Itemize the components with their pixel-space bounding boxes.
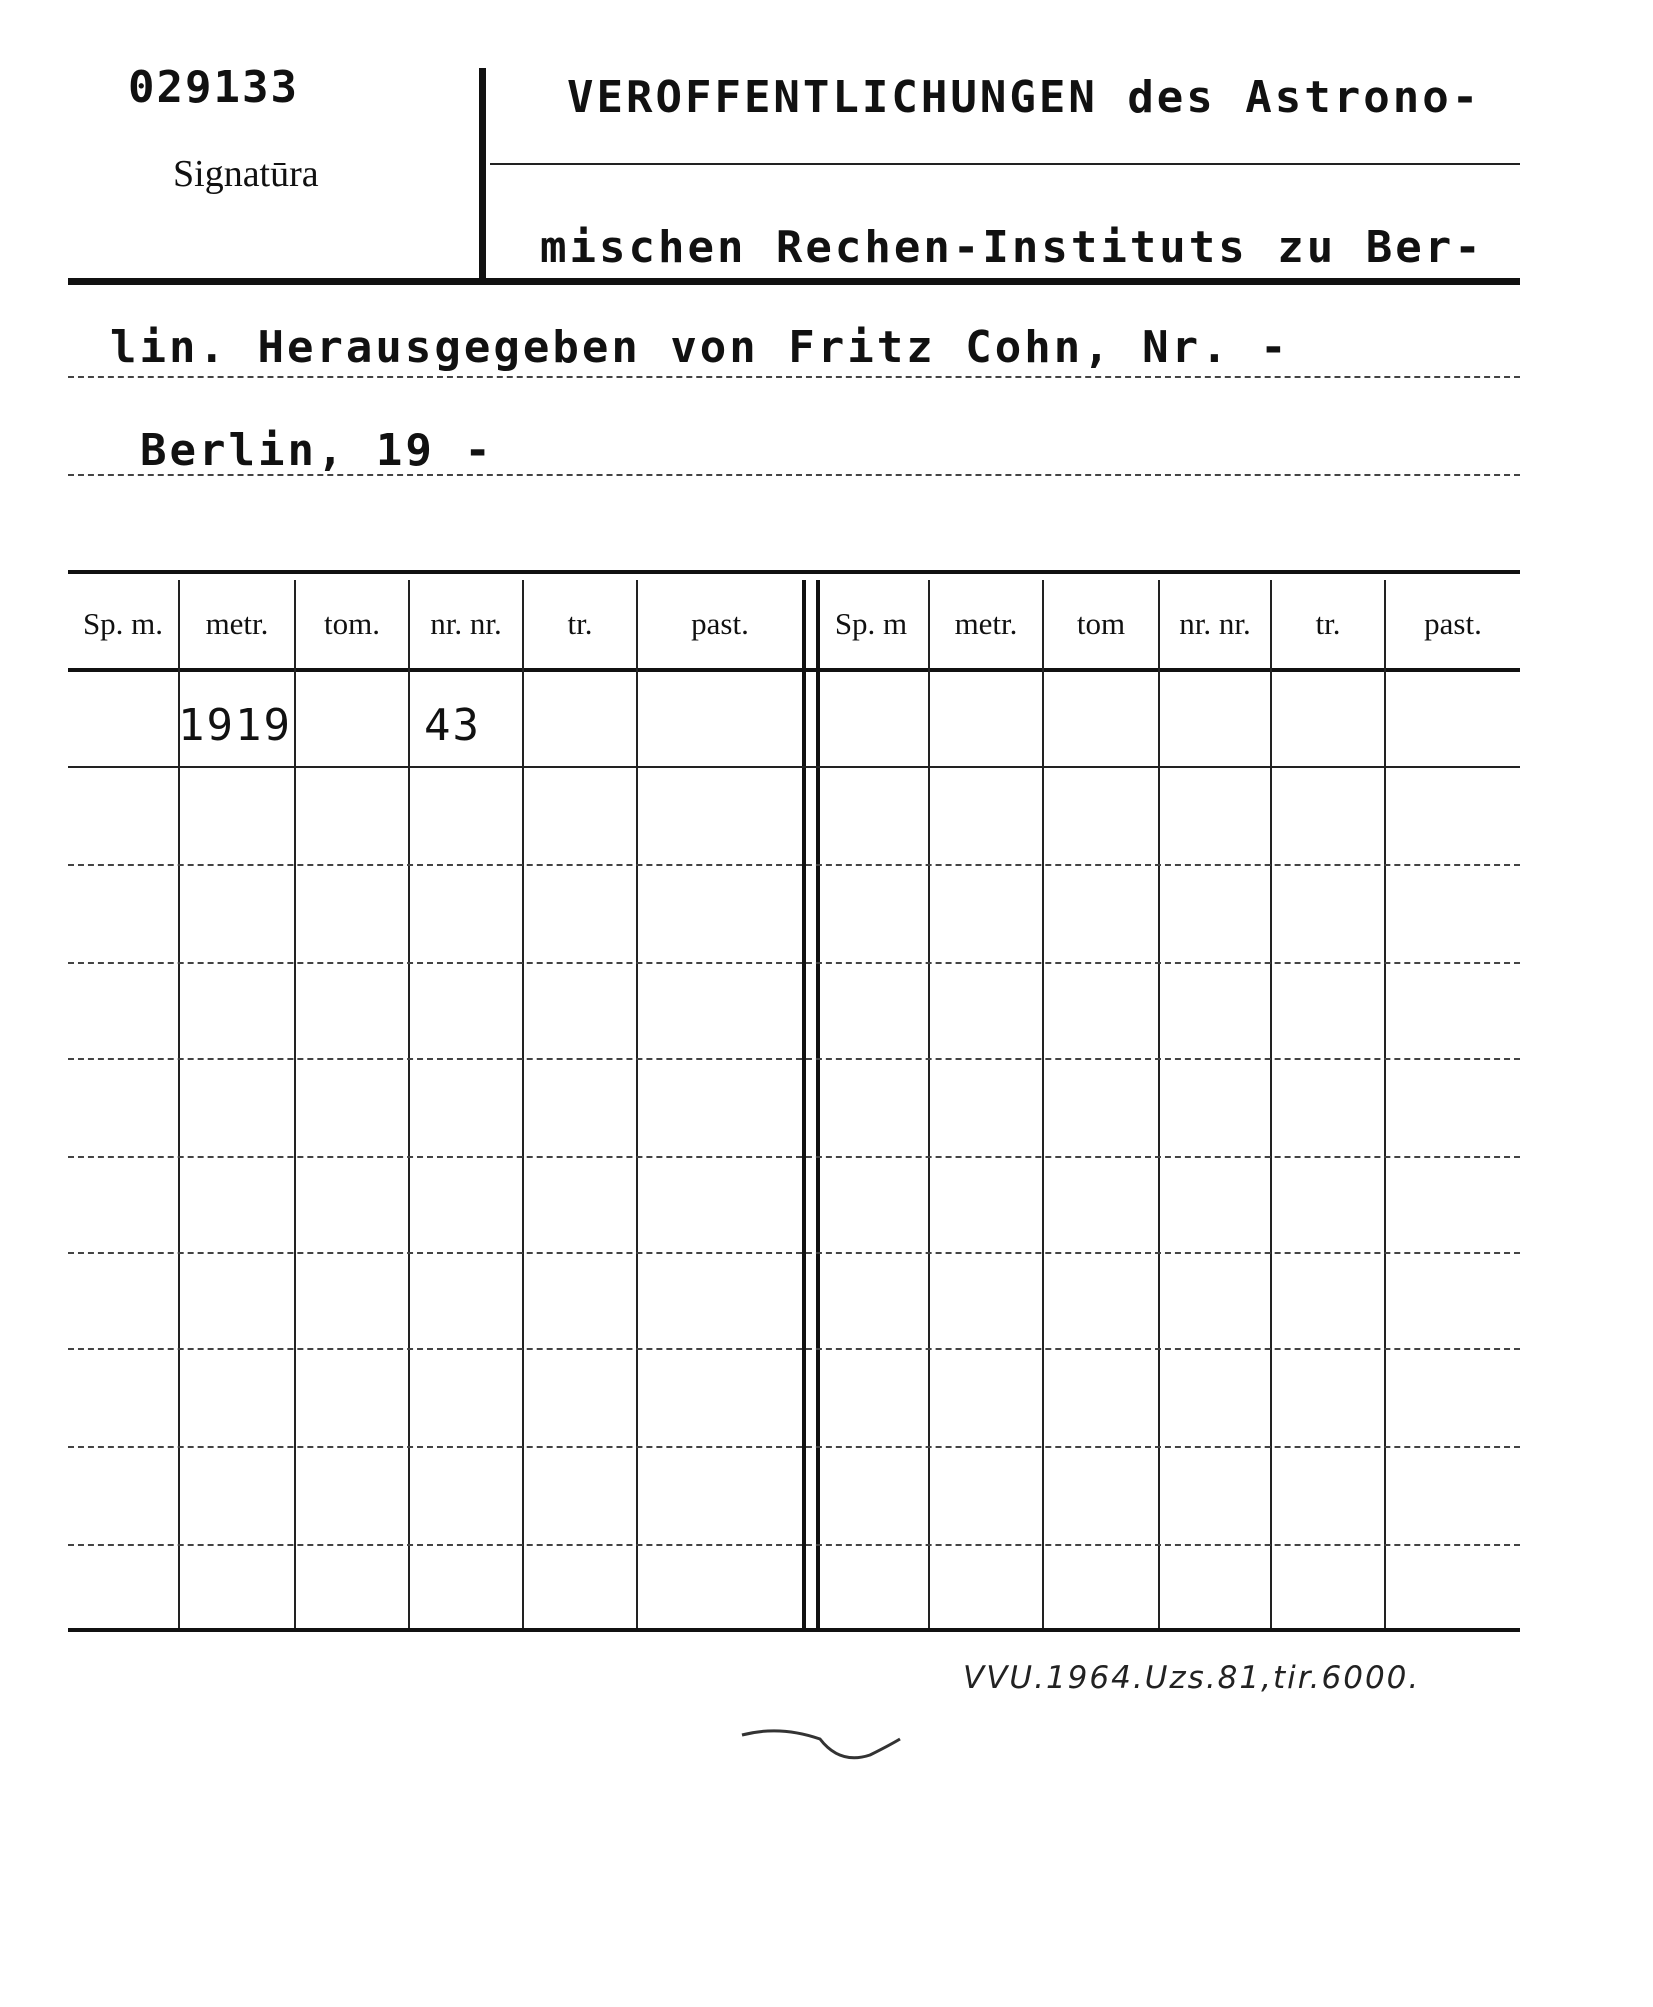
col-header-metr-right: metr. <box>954 606 1018 641</box>
cell-nr-nr: 43 <box>424 700 481 751</box>
col-divider <box>294 580 296 1630</box>
col-header-tom-right: tom <box>1076 606 1126 641</box>
cell-metr: 1919 <box>178 700 292 751</box>
row-rule <box>68 1446 1520 1448</box>
title-line-2: mischen Rechen-Instituts zu Ber- <box>540 222 1484 273</box>
table-top-rule <box>68 570 1520 574</box>
title-rule-4 <box>68 474 1520 476</box>
row-rule <box>68 1252 1520 1254</box>
table-header-rule <box>68 668 1520 672</box>
row-rule <box>68 1058 1520 1060</box>
col-divider <box>408 580 410 1630</box>
signature-label: Signatūra <box>173 153 319 195</box>
title-line-1: VEROFFENTLICHUNGEN des Astrono- <box>567 72 1482 123</box>
col-header-tr-right: tr. <box>1315 606 1341 641</box>
row-rule <box>68 766 1520 768</box>
title-line-4: Berlin, 19 - <box>140 425 494 476</box>
col-divider <box>636 580 638 1630</box>
col-header-nr-nr-left: nr. nr. <box>430 606 502 641</box>
title-rule-1 <box>490 163 1520 165</box>
table-center-divider <box>802 580 820 1630</box>
col-divider <box>1270 580 1272 1630</box>
row-rule <box>68 1544 1520 1546</box>
pen-mark-icon <box>740 1715 910 1785</box>
signature-divider <box>479 68 486 278</box>
row-rule <box>68 962 1520 964</box>
col-header-sp-m-right: Sp. m <box>834 606 908 641</box>
col-header-past-right: past. <box>1424 606 1482 641</box>
row-rule <box>68 1156 1520 1158</box>
col-header-past-left: past. <box>691 606 749 641</box>
row-rule <box>68 1348 1520 1350</box>
col-divider <box>928 580 930 1630</box>
col-divider <box>1042 580 1044 1630</box>
col-header-tr-left: tr. <box>567 606 593 641</box>
col-header-tom-left: tom. <box>324 606 380 641</box>
row-rule <box>68 864 1520 866</box>
print-run-note: VVU.1964.Uzs.81,tir.6000. <box>963 1660 1421 1696</box>
col-divider <box>522 580 524 1630</box>
col-header-nr-nr-right: nr. nr. <box>1179 606 1251 641</box>
col-header-metr-left: metr. <box>205 606 269 641</box>
title-rule-3 <box>68 376 1520 378</box>
col-header-sp-m-left: Sp. m. <box>82 606 164 641</box>
col-divider <box>1384 580 1386 1630</box>
table-bottom-rule <box>68 1628 1520 1632</box>
header-rule <box>68 278 1520 285</box>
title-line-3: lin. Herausgegeben von Fritz Cohn, Nr. - <box>110 322 1290 373</box>
signature-number: 029133 <box>128 62 299 113</box>
col-divider <box>1158 580 1160 1630</box>
